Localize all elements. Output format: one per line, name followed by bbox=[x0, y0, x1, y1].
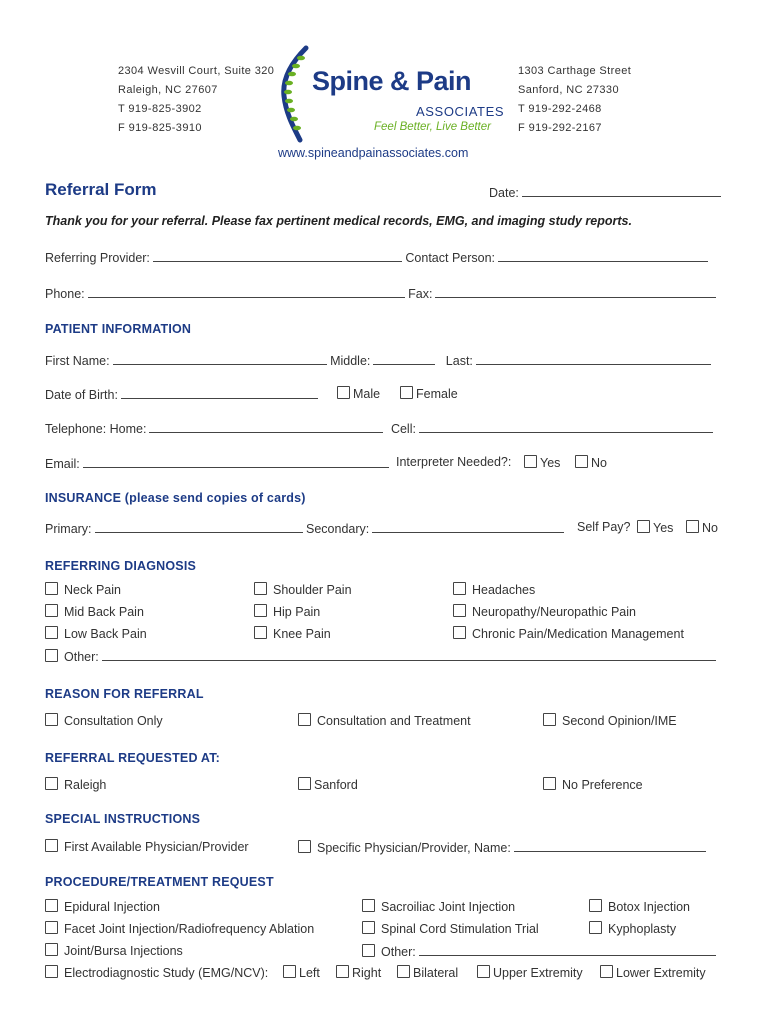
diagnosis-label: Shoulder Pain bbox=[273, 583, 352, 597]
male-checkbox[interactable] bbox=[337, 386, 350, 399]
checkbox[interactable] bbox=[45, 943, 58, 956]
procedure-other-line[interactable] bbox=[419, 943, 716, 956]
logo-subtitle: ASSOCIATES bbox=[416, 104, 505, 119]
email-label: Email: bbox=[45, 457, 80, 471]
checkbox[interactable] bbox=[298, 713, 311, 726]
logo-tagline: Feel Better, Live Better bbox=[374, 121, 491, 133]
checkbox[interactable] bbox=[45, 626, 58, 639]
self-pay-label: Self Pay? bbox=[577, 520, 631, 534]
location-option[interactable] bbox=[298, 777, 358, 792]
special-heading: SPECIAL INSTRUCTIONS bbox=[45, 812, 201, 826]
first-available-label: First Available Physician/Provider bbox=[64, 840, 249, 854]
interpreter-no-checkbox[interactable] bbox=[575, 455, 588, 468]
male-label: Male bbox=[353, 387, 381, 401]
diagnosis-label: Knee Pain bbox=[273, 627, 331, 641]
email-row[interactable] bbox=[45, 455, 389, 471]
phone-fax-row[interactable] bbox=[45, 285, 716, 301]
middle-label: Middle: bbox=[330, 354, 371, 368]
referring-provider-field[interactable] bbox=[45, 249, 708, 265]
last-label: Last: bbox=[445, 354, 473, 368]
first-available-option[interactable] bbox=[45, 839, 249, 854]
patient-info-heading: PATIENT INFORMATION bbox=[45, 322, 192, 336]
checkbox[interactable] bbox=[45, 649, 58, 662]
logo-name: Spine & Pain bbox=[312, 66, 472, 96]
checkbox[interactable] bbox=[362, 944, 375, 957]
diagnosis-other-label: Other: bbox=[64, 650, 99, 664]
location-option[interactable] bbox=[45, 777, 106, 792]
checkbox[interactable] bbox=[543, 777, 556, 790]
location-label: No Preference bbox=[562, 778, 643, 792]
checkbox[interactable] bbox=[45, 582, 58, 595]
procedure-label: Facet Joint Injection/Radiofrequency Ablation bbox=[64, 922, 315, 936]
procedure-option[interactable] bbox=[589, 921, 676, 936]
checkbox[interactable] bbox=[45, 777, 58, 790]
right-address-line: Sanford, NC 27330 bbox=[518, 84, 619, 96]
left-address-line: F 919-825-3910 bbox=[118, 122, 202, 134]
right-address bbox=[518, 62, 631, 138]
telephone-row[interactable] bbox=[45, 420, 713, 436]
diagnosis-label: Low Back Pain bbox=[64, 627, 147, 641]
right-address-line: 1303 Carthage Street bbox=[518, 65, 632, 77]
checkbox[interactable] bbox=[254, 604, 267, 617]
website-link[interactable]: www.spineandpainassociates.com bbox=[278, 146, 469, 160]
checkbox[interactable] bbox=[477, 965, 490, 978]
emg-label: Electrodiagnostic Study (EMG/NCV): bbox=[64, 966, 269, 980]
location-label: Raleigh bbox=[64, 778, 107, 792]
location-option[interactable] bbox=[543, 777, 643, 792]
checkbox[interactable] bbox=[45, 965, 58, 978]
diagnosis-label: Chronic Pain/Medication Management bbox=[472, 627, 684, 641]
fax-label: Fax: bbox=[408, 287, 433, 301]
secondary-line[interactable] bbox=[372, 520, 564, 533]
date-label: Date: bbox=[489, 186, 519, 200]
dob-label: Date of Birth: bbox=[45, 388, 118, 402]
diagnosis-option[interactable] bbox=[254, 582, 352, 597]
first-name-line[interactable] bbox=[113, 352, 327, 365]
reason-label: Second Opinion/IME bbox=[562, 714, 677, 728]
last-line[interactable] bbox=[476, 352, 711, 365]
date-line[interactable] bbox=[522, 184, 721, 197]
procedure-option[interactable] bbox=[362, 921, 539, 936]
interpreter-yes-checkbox[interactable] bbox=[524, 455, 537, 468]
checkbox[interactable] bbox=[45, 899, 58, 912]
checkbox[interactable] bbox=[362, 899, 375, 912]
emg-right-option[interactable] bbox=[336, 965, 381, 980]
referring-provider-label: Referring Provider: bbox=[45, 251, 150, 265]
procedure-label: Sacroiliac Joint Injection bbox=[381, 900, 516, 914]
right-address-line: T 919-292-2468 bbox=[518, 103, 602, 115]
diagnosis-label: Neck Pain bbox=[64, 583, 121, 597]
procedure-option[interactable] bbox=[45, 943, 183, 958]
checkbox[interactable] bbox=[336, 965, 349, 978]
emg-lower-option[interactable] bbox=[600, 965, 706, 980]
interpreter-no-label: No bbox=[591, 456, 607, 470]
checkbox[interactable] bbox=[298, 840, 311, 853]
checkbox[interactable] bbox=[45, 713, 58, 726]
dob-row[interactable] bbox=[45, 386, 318, 402]
date-field[interactable] bbox=[489, 184, 721, 200]
telephone-home-line[interactable] bbox=[149, 420, 383, 433]
insurance-row[interactable] bbox=[45, 520, 564, 536]
procedure-heading: PROCEDURE/TREATMENT REQUEST bbox=[45, 875, 274, 889]
checkbox[interactable] bbox=[543, 713, 556, 726]
checkbox[interactable] bbox=[600, 965, 613, 978]
emg-right-label: Right bbox=[352, 966, 382, 980]
reason-heading: REASON FOR REFERRAL bbox=[45, 687, 204, 701]
diagnosis-option[interactable] bbox=[45, 604, 144, 619]
emg-option[interactable] bbox=[45, 965, 268, 980]
diagnosis-option[interactable] bbox=[254, 604, 320, 619]
procedure-label: Epidural Injection bbox=[64, 900, 160, 914]
checkbox[interactable] bbox=[397, 965, 410, 978]
diagnosis-label: Neuropathy/Neuropathic Pain bbox=[472, 605, 636, 619]
contact-person-label: Contact Person: bbox=[405, 251, 496, 265]
reason-label: Consultation and Treatment bbox=[317, 714, 471, 728]
secondary-label: Secondary: bbox=[306, 522, 370, 536]
diagnosis-label: Headaches bbox=[472, 583, 536, 597]
checkbox[interactable] bbox=[298, 777, 311, 790]
insurance-heading: INSURANCE (please send copies of cards) bbox=[45, 491, 306, 505]
checkbox[interactable] bbox=[45, 839, 58, 852]
specific-provider-option[interactable] bbox=[298, 839, 706, 855]
email-line[interactable] bbox=[83, 455, 389, 468]
diagnosis-option[interactable] bbox=[453, 626, 684, 641]
self-pay-no-label: No bbox=[702, 521, 718, 535]
self-pay-yes-checkbox[interactable] bbox=[637, 520, 650, 533]
diagnosis-other-line[interactable] bbox=[102, 648, 716, 661]
cell-label: Cell: bbox=[390, 422, 416, 436]
location-heading: REFERRAL REQUESTED AT: bbox=[45, 751, 221, 765]
reason-option[interactable] bbox=[543, 713, 677, 728]
primary-line[interactable] bbox=[95, 520, 303, 533]
telephone-home-label: Telephone: Home: bbox=[45, 422, 147, 436]
self-pay-yes-option[interactable] bbox=[637, 520, 673, 535]
phone-label: Phone: bbox=[45, 287, 85, 301]
procedure-label: Joint/Bursa Injections bbox=[64, 944, 183, 958]
diagnosis-option[interactable] bbox=[45, 582, 121, 597]
procedure-option[interactable] bbox=[362, 899, 515, 914]
diagnosis-option[interactable] bbox=[453, 582, 535, 597]
emg-lower-label: Lower Extremity bbox=[616, 966, 706, 980]
interpreter-yes-option[interactable] bbox=[524, 455, 560, 470]
primary-label: Primary: bbox=[45, 522, 92, 536]
contact-person-line[interactable] bbox=[498, 249, 708, 262]
reason-label: Consultation Only bbox=[64, 714, 163, 728]
spine-logo-icon bbox=[276, 44, 316, 144]
checkbox[interactable] bbox=[362, 921, 375, 934]
left-address-line: 2304 Wesvill Court, Suite 320 bbox=[118, 65, 275, 77]
interpreter-no-option[interactable] bbox=[575, 455, 607, 470]
right-address-line: F 919-292-2167 bbox=[518, 122, 602, 134]
diagnosis-label: Hip Pain bbox=[273, 605, 321, 619]
checkbox[interactable] bbox=[589, 921, 602, 934]
first-name-label: First Name: bbox=[45, 354, 110, 368]
interpreter-yes-label: Yes bbox=[540, 456, 561, 470]
checkbox[interactable] bbox=[254, 582, 267, 595]
procedure-other-label: Other: bbox=[381, 945, 416, 959]
checkbox[interactable] bbox=[45, 604, 58, 617]
diagnosis-option[interactable] bbox=[45, 626, 147, 641]
male-option[interactable] bbox=[337, 386, 380, 401]
female-checkbox[interactable] bbox=[400, 386, 413, 399]
interpreter-label: Interpreter Needed?: bbox=[396, 455, 512, 469]
middle-line[interactable] bbox=[373, 352, 435, 365]
specific-provider-line[interactable] bbox=[514, 839, 706, 852]
left-address-line: T 919-825-3902 bbox=[118, 103, 202, 115]
diagnosis-option[interactable] bbox=[254, 626, 331, 641]
checkbox[interactable] bbox=[254, 626, 267, 639]
left-address-line: Raleigh, NC 27607 bbox=[118, 84, 218, 96]
procedure-option[interactable] bbox=[45, 899, 160, 914]
reason-option[interactable] bbox=[45, 713, 163, 728]
emg-upper-label: Upper Extremity bbox=[493, 966, 583, 980]
checkbox[interactable] bbox=[283, 965, 296, 978]
diagnosis-heading: REFERRING DIAGNOSIS bbox=[45, 559, 197, 573]
procedure-option[interactable] bbox=[45, 921, 314, 936]
intro-text: Thank you for your referral. Please fax pertinent medical records, EMG, and imaging study reports. bbox=[45, 214, 632, 228]
procedure-label: Botox Injection bbox=[608, 900, 690, 914]
specific-provider-label: Specific Physician/Provider, Name: bbox=[317, 841, 511, 855]
diagnosis-other-option[interactable] bbox=[45, 648, 716, 664]
checkbox[interactable] bbox=[453, 582, 466, 595]
name-row[interactable] bbox=[45, 352, 711, 368]
cell-line[interactable] bbox=[419, 420, 713, 433]
fax-line[interactable] bbox=[435, 285, 716, 298]
dob-line[interactable] bbox=[121, 386, 318, 399]
self-pay-yes-label: Yes bbox=[653, 521, 674, 535]
emg-bilateral-label: Bilateral bbox=[413, 966, 459, 980]
emg-bilateral-option[interactable] bbox=[397, 965, 458, 980]
checkbox[interactable] bbox=[589, 899, 602, 912]
procedure-other-option[interactable] bbox=[362, 943, 716, 959]
diagnosis-option[interactable] bbox=[453, 604, 636, 619]
procedure-option[interactable] bbox=[589, 899, 690, 914]
procedure-label: Spinal Cord Stimulation Trial bbox=[381, 922, 539, 936]
diagnosis-label: Mid Back Pain bbox=[64, 605, 144, 619]
location-label: Sanford bbox=[314, 778, 358, 792]
referring-provider-line[interactable] bbox=[153, 249, 402, 262]
emg-left-label: Left bbox=[299, 966, 320, 980]
procedure-label: Kyphoplasty bbox=[608, 922, 677, 936]
checkbox[interactable] bbox=[453, 626, 466, 639]
reason-option[interactable] bbox=[298, 713, 471, 728]
female-option[interactable] bbox=[400, 386, 458, 401]
left-address bbox=[118, 62, 274, 138]
checkbox[interactable] bbox=[45, 921, 58, 934]
emg-left-option[interactable] bbox=[283, 965, 320, 980]
self-pay-no-checkbox[interactable] bbox=[686, 520, 699, 533]
emg-upper-option[interactable] bbox=[477, 965, 583, 980]
checkbox[interactable] bbox=[453, 604, 466, 617]
company-logo bbox=[276, 44, 505, 144]
form-title: Referral Form bbox=[45, 180, 157, 199]
phone-line[interactable] bbox=[88, 285, 405, 298]
female-label: Female bbox=[416, 387, 458, 401]
self-pay-no-option[interactable] bbox=[686, 520, 718, 535]
